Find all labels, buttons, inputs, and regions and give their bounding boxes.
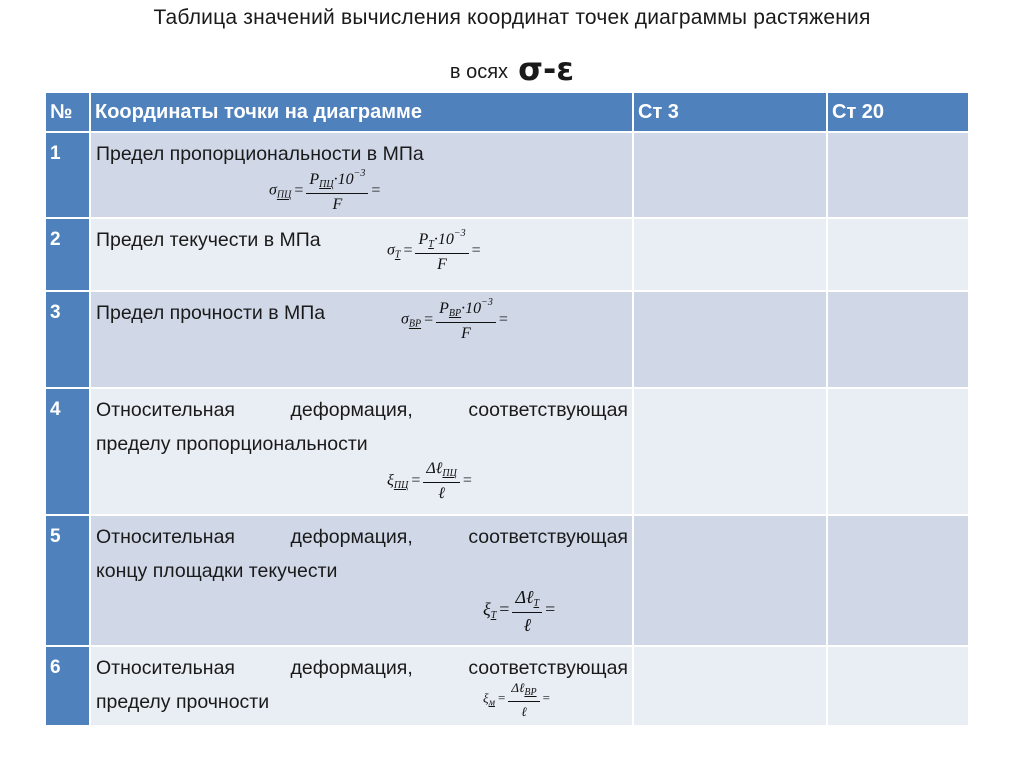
formula-exponent: −3: [481, 297, 493, 308]
row-number: 6: [45, 646, 90, 726]
formula-denominator: ℓ: [521, 704, 527, 719]
row-number: 1: [45, 132, 90, 218]
formula-eq: =: [545, 599, 556, 620]
formula-eq: =: [498, 310, 508, 328]
table-row: [45, 132, 969, 218]
description-line: Предел прочности в МПа: [96, 302, 326, 324]
formula: [387, 461, 475, 502]
formula-lhs: σ: [387, 241, 395, 259]
value-st3[interactable]: [633, 646, 827, 726]
formula-multiplier: ·10: [433, 231, 454, 248]
row-number: 5: [45, 515, 90, 646]
formula-lhs: σ: [401, 310, 409, 328]
formula-denominator: F: [437, 256, 447, 273]
value-st3[interactable]: [633, 218, 827, 291]
description-line: Предел пропорциональности в МПа: [96, 143, 424, 165]
formula-numerator: Δℓ: [515, 587, 534, 607]
value-st20[interactable]: [827, 132, 969, 218]
value-st20[interactable]: [827, 515, 969, 646]
values-table: [44, 91, 970, 727]
table-row: [45, 291, 969, 388]
table-header-row: [45, 92, 969, 132]
row-number: 4: [45, 388, 90, 515]
value-st20[interactable]: [827, 388, 969, 515]
formula-exponent: −3: [353, 168, 366, 179]
page-title: Таблица значений вычисления координат точек диаграммы растяжения: [153, 6, 871, 29]
formula-eq: =: [294, 181, 304, 199]
header-coordinates: Координаты точки на диаграмме: [90, 92, 633, 132]
formula-denominator: F: [461, 325, 471, 342]
formula-denominator: F: [332, 196, 343, 213]
formula-eq: =: [542, 690, 550, 706]
value-st3[interactable]: [633, 132, 827, 218]
formula-lhs-sub: ВР: [408, 318, 422, 330]
formula: [483, 681, 553, 718]
formula-eq: =: [499, 599, 510, 620]
formula-numerator: Δℓ: [511, 680, 525, 695]
formula-fraction: [415, 229, 468, 273]
formula-eq: =: [471, 241, 481, 259]
value-st3[interactable]: [633, 291, 827, 388]
formula-numerator-sub: T: [533, 598, 540, 609]
formula-eq: =: [424, 310, 434, 328]
axes-symbol: σ-ε: [518, 50, 575, 88]
table-row: [45, 646, 969, 726]
formula-numerator-sub: T: [428, 239, 434, 250]
value-st20[interactable]: [827, 646, 969, 726]
description-line: концу площадки текучести: [96, 560, 338, 582]
formula-numerator: P: [418, 231, 429, 248]
formula: [387, 229, 484, 273]
formula-numerator-sub: ВР: [524, 687, 537, 698]
formula-lhs-sub: T: [490, 610, 497, 622]
formula: [269, 169, 383, 213]
header-st20: Ст 20: [827, 92, 969, 132]
row-description: [90, 291, 633, 388]
formula-fraction: [436, 298, 496, 342]
description-line: Относительная деформация, соответствующая: [96, 657, 628, 679]
description-line: пределу прочности: [96, 691, 270, 713]
formula-eq: =: [371, 181, 381, 199]
formula-lhs: σ: [269, 181, 277, 199]
page-subtitle: [0, 50, 1024, 88]
formula-lhs: ξ: [387, 472, 394, 490]
description-line: Относительная деформация, соответствующая: [96, 526, 628, 548]
description-line: Относительная деформация, соответствующая: [96, 399, 628, 421]
formula-eq: =: [411, 472, 421, 490]
header-number: №: [45, 92, 90, 132]
row-description: [90, 646, 633, 726]
value-st3[interactable]: [633, 388, 827, 515]
formula-denominator: ℓ: [523, 615, 531, 635]
table-row: [45, 515, 969, 646]
value-st3[interactable]: [633, 515, 827, 646]
header-st3: Ст 3: [633, 92, 827, 132]
formula-lhs-sub: ПЦ: [393, 480, 409, 492]
formula-numerator-sub: ВР: [448, 308, 462, 319]
description-line: пределу пропорциональности: [96, 433, 368, 455]
formula-lhs-sub: ПЦ: [276, 189, 292, 201]
formula: [483, 588, 558, 634]
formula-eq: =: [497, 690, 506, 706]
formula-fraction: [512, 588, 542, 634]
formula-exponent: −3: [453, 228, 466, 239]
formula-multiplier: ·10: [461, 300, 482, 317]
row-number: 3: [45, 291, 90, 388]
formula-multiplier: ·10: [333, 171, 354, 188]
formula-lhs: ξ: [483, 599, 491, 620]
row-number: 2: [45, 218, 90, 291]
row-description: [90, 218, 633, 291]
formula-lhs: ξ: [483, 690, 489, 706]
table-row: [45, 388, 969, 515]
formula: [401, 298, 511, 342]
subtitle-prefix: в осях: [449, 61, 509, 83]
row-description: [90, 388, 633, 515]
row-description: [90, 132, 633, 218]
formula-lhs-sub: м: [488, 697, 495, 709]
formula-numerator-sub: ПЦ: [442, 468, 457, 479]
formula-numerator: P: [309, 171, 320, 188]
formula-numerator-sub: ПЦ: [319, 179, 334, 190]
formula-numerator: P: [439, 300, 449, 317]
formula-denominator: ℓ: [438, 485, 445, 502]
row-description: [90, 515, 633, 646]
formula-numerator: Δℓ: [426, 460, 443, 477]
table-row: [45, 218, 969, 291]
formula-eq: =: [462, 472, 472, 490]
formula-lhs-sub: T: [394, 249, 401, 261]
formula-eq: =: [403, 241, 413, 259]
formula-fraction: [508, 681, 539, 718]
value-st20[interactable]: [827, 218, 969, 291]
description-line: Предел текучести в МПа: [96, 229, 321, 251]
formula-fraction: [423, 461, 460, 502]
value-st20[interactable]: [827, 291, 969, 388]
formula-fraction: [306, 169, 368, 213]
